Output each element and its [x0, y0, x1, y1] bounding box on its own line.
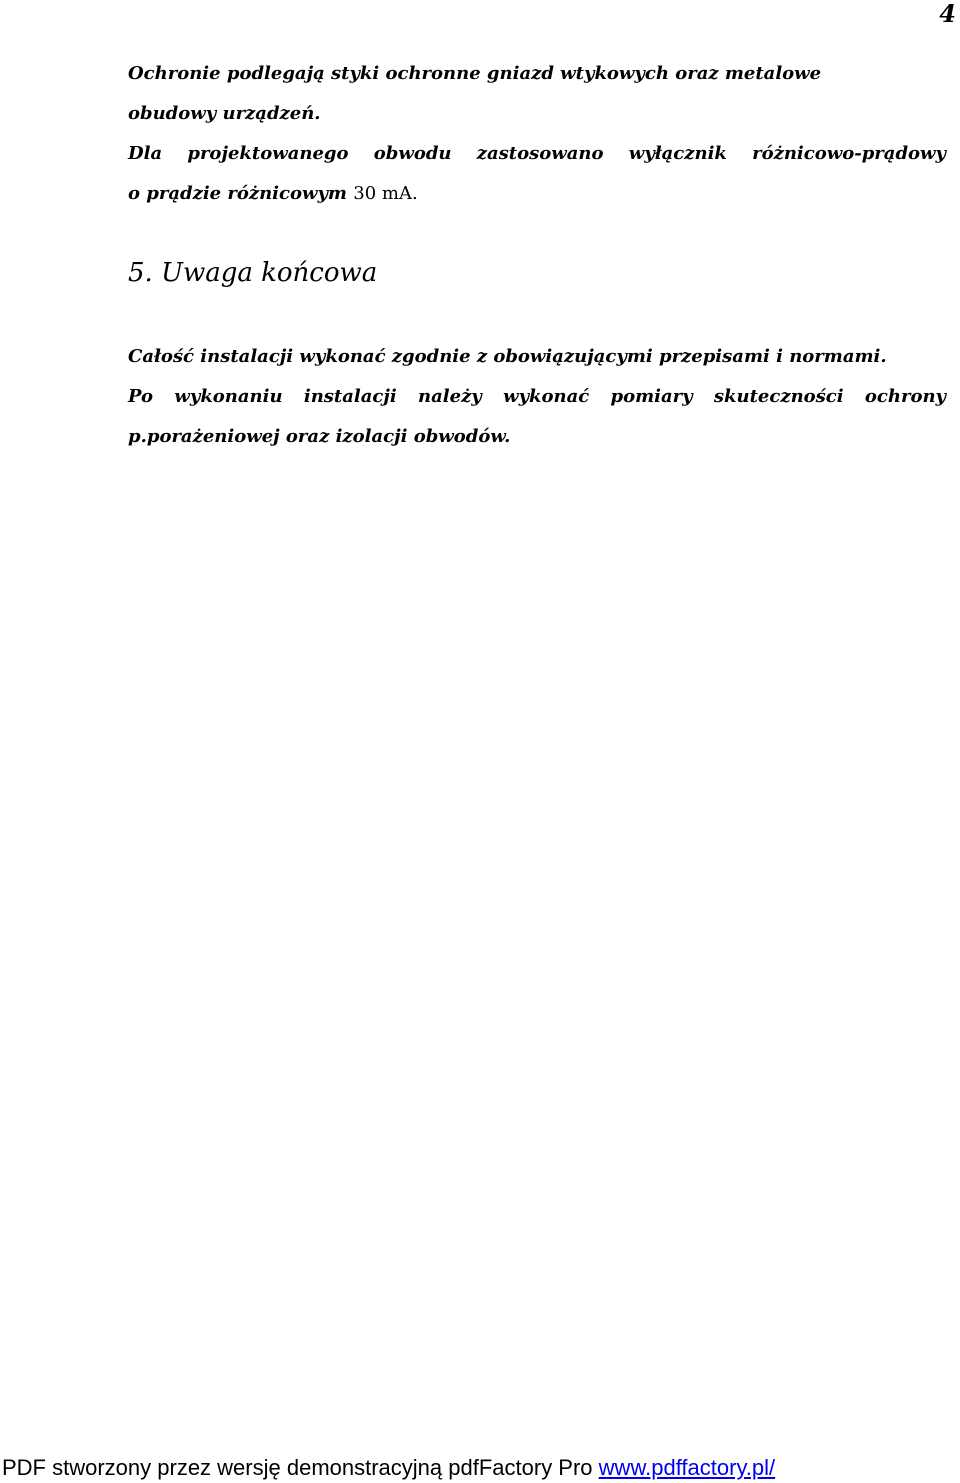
- final-remarks-paragraph: [128, 337, 946, 457]
- residual-current-value: 30 mA.: [353, 183, 418, 204]
- protection-line-2: obudowy urządzeń.: [128, 103, 321, 124]
- final-remarks-line-3: p.porażeniowej oraz izolacji obwodów.: [128, 426, 511, 447]
- residual-current-label: o prądzie różnicowym: [128, 183, 347, 204]
- protection-line-4: [128, 174, 946, 214]
- footer-link[interactable]: www.pdffactory.pl/: [598, 1455, 776, 1480]
- protection-paragraph: [128, 54, 946, 214]
- final-remarks-line-1: Całość instalacji wykonać zgodnie z obowiązującymi przepisami i normami.: [128, 346, 887, 367]
- final-remarks-line-2: Po wykonaniu instalacji należy wykonać pomiary skuteczności ochrony: [128, 386, 946, 407]
- pdf-footer: [2, 1453, 775, 1483]
- protection-line-3: Dla projektowanego obwodu zastosowano wyłącznik różnicowo-prądowy: [128, 143, 946, 164]
- section-heading-final-remarks: 5. Uwaga końcowa: [128, 258, 378, 288]
- footer-text: PDF stworzony przez wersję demonstracyjną pdfFactory Pro: [2, 1455, 593, 1480]
- page-number: 4: [939, 0, 956, 28]
- protection-line-1: Ochronie podlegają styki ochronne gniazd wtykowych oraz metalowe: [128, 63, 822, 84]
